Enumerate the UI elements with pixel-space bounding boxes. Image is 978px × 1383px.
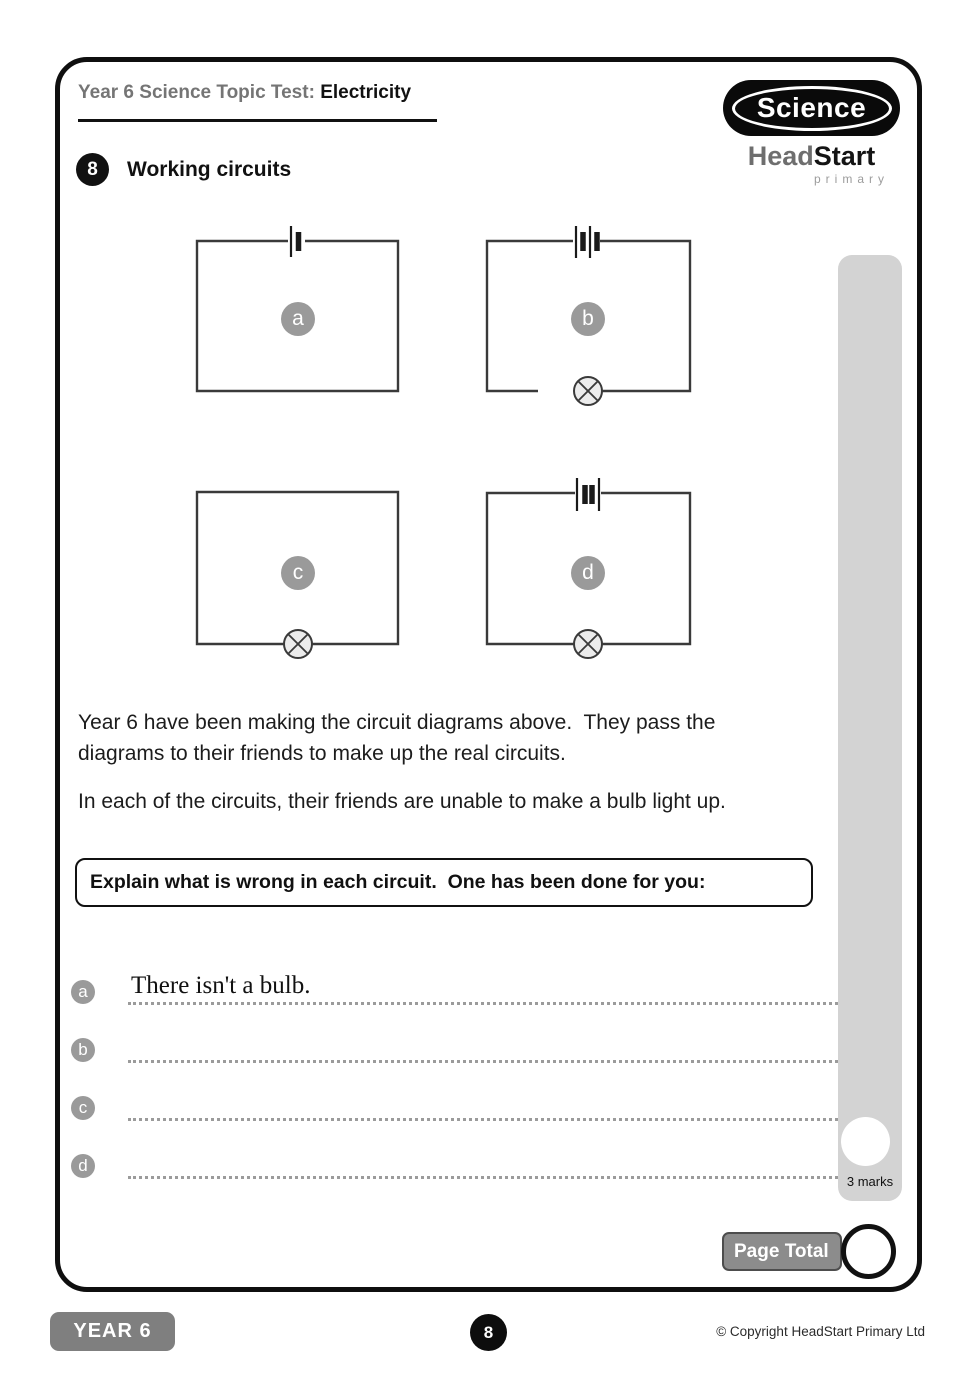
test-title-subject: Electricity [320,82,412,103]
test-title-prefix: Year 6 Science Topic Test: [78,82,321,103]
intro-paragraph-1: Year 6 have been making the circuit diagrams above. They pass the diagrams to their friends to make up the real circuits. [78,711,722,765]
page-number-badge: 8 [470,1314,507,1351]
circuit-c-label: c [281,556,315,590]
circuit-d-wire-right [601,493,690,644]
answer-label-b: b [71,1038,95,1062]
answer-line-a[interactable] [128,1002,838,1005]
circuit-d-wire-left [487,493,575,644]
answer-label-d: d [71,1154,95,1178]
science-logo-badge [723,80,900,136]
circuit-b-wire-left [487,241,573,391]
circuit-c-bulb-icon [284,630,312,658]
answer-line-d[interactable] [128,1176,838,1179]
logo-science-text: Science [756,92,867,123]
copyright-text: © Copyright HeadStart Primary Ltd [716,1324,925,1339]
answer-label-a: a [71,980,95,1004]
answer-label-c: c [71,1096,95,1120]
page-total-circle[interactable] [841,1224,896,1279]
test-title [78,82,411,104]
circuit-b-wire-right [600,241,690,391]
answer-line-b[interactable] [128,1060,838,1063]
circuit-d-label: d [571,556,605,590]
answer-text-a: There isn't a bulb. [131,972,311,999]
logo-ellipse-ring [732,86,892,131]
answer-line-c[interactable] [128,1118,838,1121]
intro-paragraph-2: In each of the circuits, their friends are unable to make a bulb light up. [78,790,726,813]
circuit-b-label: b [571,302,605,336]
marks-score-circle[interactable] [841,1117,890,1166]
page-total-badge: Page Total [722,1232,842,1271]
marks-label: 3 marks [846,1174,894,1189]
circuit-d-battery-symbol [577,478,599,511]
circuit-b-battery-symbol [576,226,597,258]
title-underline [78,119,437,122]
brand-start: Start [813,141,876,171]
brand-head: Head [747,141,814,171]
question-title: Working circuits [127,158,292,181]
headstart-brand [723,141,900,172]
brand-primary-text: primary [813,172,889,186]
instruction-box: Explain what is wrong in each circuit. One has been done for you: [75,858,813,907]
circuit-a-label: a [281,302,315,336]
circuit-d-bulb-icon [574,630,602,658]
circuit-b-bulb-icon [574,377,602,405]
marks-sidebar [838,255,902,1201]
year-badge: YEAR 6 [50,1312,175,1351]
circuit-a-cell-symbol [291,226,299,257]
question-number-badge: 8 [76,153,109,186]
